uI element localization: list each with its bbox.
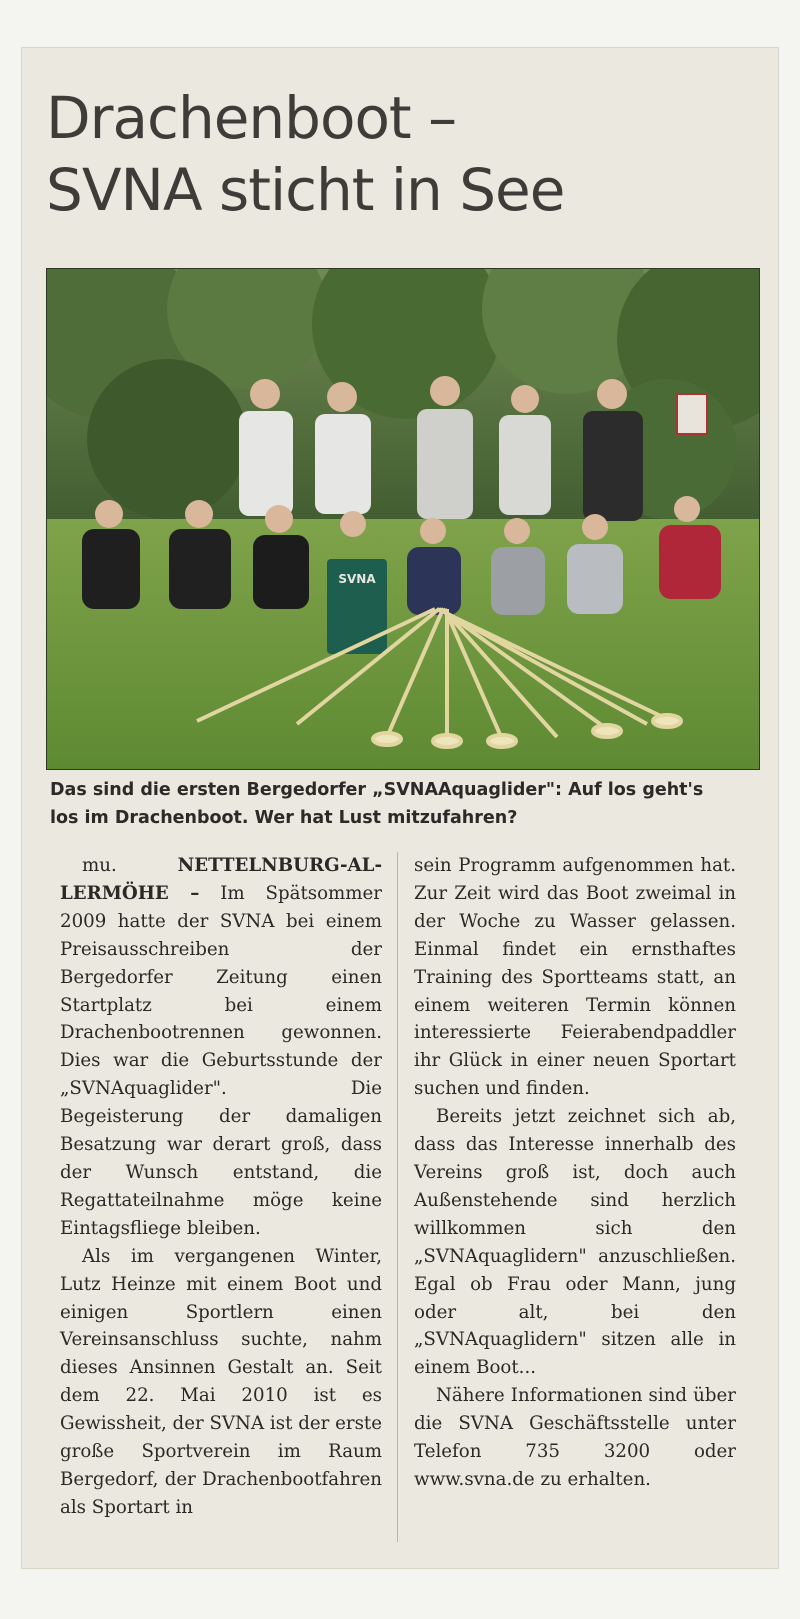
author-initials: mu. [82, 855, 117, 876]
caption-line-1: Das sind die ersten Bergedorfer „SVNAAquaglider": Auf los geht's [50, 780, 704, 800]
jacket-text: SVNA [338, 572, 376, 586]
headline [46, 82, 564, 226]
caption-line-2: los im Drachenboot. Wer hat Lust mitzufahren? [50, 808, 518, 828]
newspaper-clipping [22, 48, 778, 1568]
article-paragraph [60, 852, 382, 1243]
headline-line-1: Drachenboot – [46, 84, 457, 152]
headline-line-2: SVNA sticht in See [46, 156, 565, 224]
lawn [47, 519, 759, 769]
article-column-left [60, 852, 382, 1522]
dateline: NETTELNBURG-AL-LERMÖHE – [60, 855, 382, 904]
article-paragraph: Als im vergangenen Winter, Lutz Heinze mit einem Boot und einigen Sportlern einen Vereinsanschluss suchte, nahm dieses Ansinnen Gestalt an. Seit dem 22. Mai 2010 ist es Gewissheit, der SVNA ist der erste große Sportverein im Raum Bergedorf, der Drachenbootfahren als Sportart in [60, 1245, 382, 1518]
paragraph-text: Im Spätsommer 2009 hatte der SVNA bei einem Preisausschreiben der Bergedorfer Zeitung einen Startplatz bei einem Drachenbootrennen gewonnen. Dies war die Geburtsstunde der „SVNAquaglider". Die Begeisterung der damaligen Besatzung war derart groß, dass der Wunsch entstand, die Regattateilnahme möge keine Eintagsfliege bleiben. [60, 882, 382, 1239]
article-paragraph: Bereits jetzt zeichnet sich ab, dass das Interesse innerhalb des Vereins groß ist, doch auch Außenstehende sind herzlich willkommen sich den „SVNAquaglidern" anzuschließen. Egal ob Frau oder Mann, jung oder alt, bei den „SVNAquaglidern" sitzen alle in einem Boot... [414, 1106, 736, 1379]
column-divider [397, 852, 398, 1542]
article-paragraph: Nähere Informationen sind über die SVNA Geschäftsstelle unter Telefon 735 3200 oder www.svna.de zu erhalten. [414, 1385, 736, 1490]
photo-caption [50, 776, 760, 832]
article-paragraph: sein Programm aufgenommen hat. Zur Zeit wird das Boot zweimal in der Woche zu Wasser gelassen. Einmal findet ein ernsthaftes Training des Sportteams statt, an einem weiteren Termin können interessierte Feierabendpaddler ihr Glück in einer neuen Sportart suchen und finden. [414, 855, 736, 1100]
team-photo [46, 268, 760, 770]
article-column-right [414, 852, 736, 1494]
